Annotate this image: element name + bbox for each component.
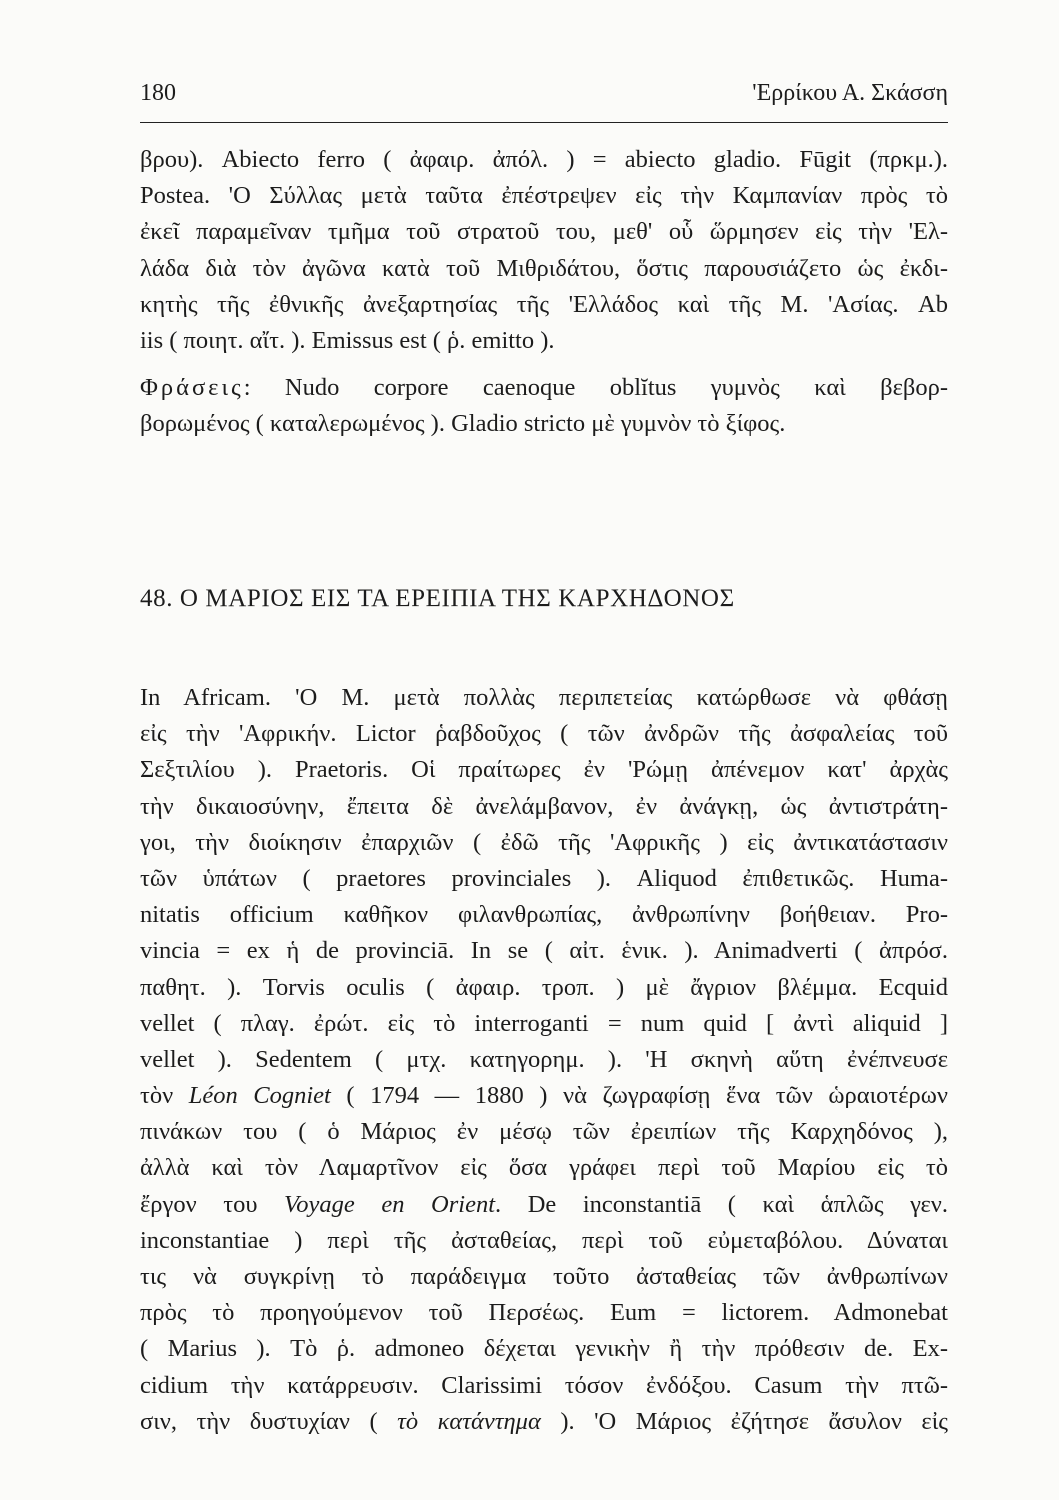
painter-name: Léon Cogniet	[188, 1082, 331, 1110]
book-title: Voyage en Orient	[284, 1190, 495, 1218]
text-line: ἀλλὰ καὶ τὸν Λαμαρτῖνον εἰς ὅσα γράφει περὶ τοῦ Μαρίου εἰς τὸ	[140, 1154, 948, 1182]
text-line: Postea. 'Ο Σύλλας μετὰ ταῦτα ἐπέστρεψεν εἰς τὴν Καμπανίαν πρὸς τὸ	[140, 182, 948, 210]
top-paragraph	[140, 142, 948, 359]
text-line: ἐκεῖ παραμεῖναν τμῆμα τοῦ στρατοῦ του, μεθ' οὗ ὥρμησεν εἰς τὴν 'Ελ-	[140, 218, 948, 246]
text-line: εἰς τὴν 'Αφρικήν. Lictor ῥαβδοῦχος ( τῶν ἀνδρῶν τῆς ἀσφαλείας τοῦ	[140, 720, 948, 748]
text-line: τῶν ὑπάτων ( praetores provinciales ). Aliquod ἐπιθετικῶς. Huma-	[140, 864, 948, 892]
text-segment: ( 1794 — 1880 ) νὰ ζωγραφίσῃ ἕνα τῶν ὡραιοτέρων	[330, 1082, 948, 1110]
phrases-text: : Nudo corpore caenoque oblĭtus γυμνὸς καὶ βεβορ-	[243, 374, 948, 401]
phrases-paragraph	[140, 370, 948, 442]
text-line: vincia = ex ἡ de provinciā. In se ( αἰτ. ἑνικ. ). Animadverti ( ἀπρόσ.	[140, 937, 948, 965]
text-line	[140, 1404, 948, 1440]
text-line: πινάκων του ( ὁ Μάριος ἐν μέσῳ τῶν ἐρειπίων τῆς Καρχηδόνος ),	[140, 1118, 948, 1146]
text-segment: ἔργον του	[140, 1190, 285, 1218]
phrases-label: Φράσεις	[140, 374, 244, 401]
text-line: παθητ. ). Torvis oculis ( ἀφαιρ. τροπ. ) μὲ ἄγριον βλέμμα. Ecquid	[140, 973, 948, 1001]
text-line: πρὸς τὸ προηγούμενον τοῦ Περσέως. Eum = lictorem. Admonebat	[140, 1299, 948, 1327]
text-segment: . De inconstantiā ( καὶ ἁπλῶς γεν.	[495, 1190, 948, 1218]
text-line: λάδα διὰ τὸν ἀγῶνα κατὰ τοῦ Μιθριδάτου, ὅστις παρουσιάζετο ὡς ἐκδι-	[140, 254, 948, 282]
text-line: κητὴς τῆς ἐθνικῆς ἀνεξαρτησίας τῆς 'Ελλάδος καὶ τῆς Μ. 'Ασίας. Ab	[140, 290, 948, 318]
text-line: iis ( ποιητ. αἴτ. ). Emissus est ( ῥ. emitto ).	[140, 326, 555, 354]
text-line: τις νὰ συγκρίνῃ τὸ παράδειγμα τοῦτο ἀσταθείας τῶν ἀνθρωπίνων	[140, 1263, 948, 1290]
text-line: βρου). Abiecto ferro ( ἀφαιρ. ἀπόλ. ) = abiecto gladio. Fūgit (πρκμ.).	[140, 146, 948, 173]
text-line: ( Marius ). Τὸ ῥ. admoneo δέχεται γενικὴν ἢ τὴν πρόθεσιν de. Ex-	[140, 1335, 948, 1363]
text-line: Σεξτιλίου ). Praetoris. Οἱ πραίτωρες ἐν 'Ρώμῃ ἀπένεμον κατ' ἀρχὰς	[140, 756, 948, 784]
running-title: 'Ερρίκου Α. Σκάσση	[752, 80, 948, 106]
text-segment: τὸν	[140, 1082, 189, 1110]
text-line: cidium τὴν κατάρρευσιν. Clarissimi τόσον ἐνδόξου. Casum τὴν πτῶ-	[140, 1371, 948, 1399]
phrases-line	[140, 370, 948, 406]
text-line: βορωμένος ( καταλερωμένος ). Gladio stricto μὲ γυμνὸν τὸ ξίφος.	[140, 410, 786, 438]
section-heading: 48. Ο ΜΑΡΙΟΣ ΕΙΣ ΤΑ ΕΡΕΙΠΙΑ ΤΗΣ ΚΑΡΧΗΔΟΝΟΣ	[140, 585, 735, 612]
text-line: nitatis officium καθῆκον φιλανθρωπίας, ἀνθρωπίνην βοήθειαν. Pro-	[140, 901, 948, 929]
header-rule	[140, 122, 948, 123]
page-number: 180	[140, 80, 176, 106]
text-line: τὴν δικαιοσύνην, ἔπειτα δὲ ἀνελάμβανον, ἐν ἀνάγκῃ, ὡς ἀντιστράτη-	[140, 792, 948, 820]
text-line: inconstantiae ) περὶ τῆς ἀσταθείας, περὶ τοῦ εὐμεταβόλου. Δύναται	[140, 1226, 948, 1254]
main-paragraph	[140, 680, 948, 1440]
text-line	[140, 1187, 948, 1223]
text-segment: σιν, τὴν δυστυχίαν (	[140, 1407, 398, 1435]
text-line: vellet ( πλαγ. ἐρώτ. εἰς τὸ interroganti = num quid [ ἀντὶ aliquid ]	[140, 1009, 948, 1037]
text-line: γοι, τὴν διοίκησιν ἐπαρχιῶν ( ἐδῶ τῆς 'Αφρικῆς ) εἰς ἀντικατάστασιν	[140, 828, 948, 856]
text-line	[140, 1078, 948, 1114]
italic-phrase: τὸ κατάντημα	[397, 1407, 541, 1435]
text-line: vellet ). Sedentem ( μτχ. κατηγορημ. ). 'Η σκηνὴ αὕτη ἐνέπνευσε	[140, 1045, 948, 1073]
text-segment: ). 'Ο Μάριος ἐζήτησε ἄσυλον εἰς	[540, 1407, 948, 1435]
text-line: In Africam. 'Ο Μ. μετὰ πολλὰς περιπετείας κατώρθωσε νὰ φθάσῃ	[140, 684, 948, 711]
page-header	[140, 80, 948, 120]
